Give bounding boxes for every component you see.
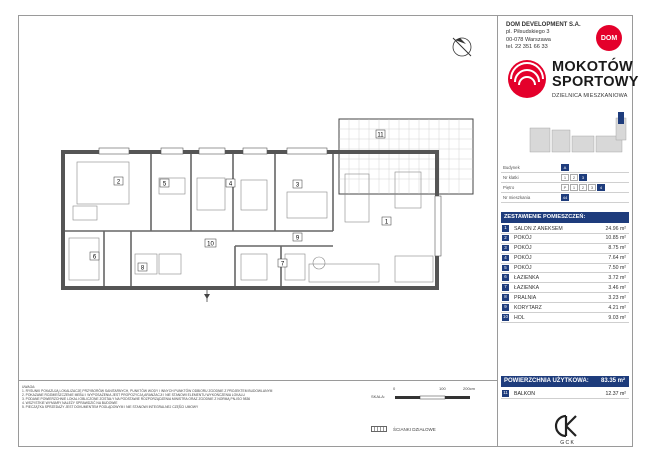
- room-number: 1: [502, 225, 509, 232]
- floor-cell: 2: [579, 184, 587, 191]
- stairwell-cell: 3: [579, 174, 587, 181]
- developer-phone: tel. 22 351 66 33: [506, 44, 548, 51]
- room-row: [501, 244, 629, 254]
- room-number: 5: [502, 265, 509, 272]
- room-number: 4: [502, 255, 509, 262]
- room-area: 24.96 m²: [605, 225, 626, 232]
- project-title-line2: SPORTOWY: [552, 74, 639, 90]
- note-line: 5. PIECZĄTKA SPRZEDAŻY JEST DOKUMENTEM POGLĄDOWYM I NIE STANOWI INTEGRALNEJ CZĘŚCI UMOWY: [22, 405, 199, 410]
- floor-cell: P: [561, 184, 569, 191]
- room-row: [501, 254, 629, 264]
- room-area: 7.64 m²: [608, 255, 626, 262]
- legend: [371, 426, 436, 432]
- gck-logo: [552, 412, 582, 446]
- room-name: PRALNIA: [514, 294, 537, 301]
- dom-development-logo: [594, 23, 624, 53]
- project-logo-icon: [506, 58, 550, 102]
- room-name: POKÓJ: [514, 245, 532, 252]
- developer-name: DOM DEVELOPMENT S.A.: [506, 22, 581, 28]
- room-name: HOL: [514, 314, 525, 321]
- room-name: POKÓJ: [514, 265, 532, 272]
- stairwell-label: Nr klatki: [503, 175, 519, 180]
- room-number: 7: [502, 284, 509, 291]
- stairwell-cell: 2: [570, 174, 578, 181]
- building-row: [501, 163, 629, 173]
- note-line: 2. POKAZANE ROZMIESZCZENIE MEBLI I WYPOSAŻENIA JEST PROPOZYCJĄ ARANŻACJI I NIE STANOWI ELEMENTU WYKOŃCZENIA LOKALU: [22, 393, 245, 398]
- plan-label-10: 10: [207, 241, 214, 248]
- rooms-header: ZESTAWIENIE POMIESZCZEŃ:: [501, 212, 629, 223]
- plan-label-7: 7: [280, 261, 285, 268]
- notes-block: [22, 385, 352, 410]
- north-arrow-icon: [453, 38, 471, 56]
- usable-area-label: POWIERZCHNIA UŻYTKOWA:: [504, 378, 589, 384]
- room-name: SALON Z ANEKSEM: [514, 225, 563, 232]
- room-name: POKÓJ: [514, 255, 532, 262]
- developer-street: pl. Piłsudskiego 3: [506, 29, 550, 36]
- apartment-cell: 44: [562, 195, 568, 200]
- scale-label: SKALA:: [371, 394, 386, 399]
- room-number: 2: [502, 235, 509, 242]
- plan-label-9: 9: [295, 235, 300, 242]
- room-row: [501, 293, 629, 303]
- plan-label-3: 3: [295, 182, 300, 189]
- partition-wall-swatch: [371, 426, 387, 432]
- scale-bar-graphic: [395, 390, 475, 410]
- furniture: [69, 162, 433, 282]
- divider-horizontal: [19, 380, 497, 381]
- balcony-area: [339, 119, 473, 194]
- floor-cell: 1: [570, 184, 578, 191]
- legend-label: ŚCIANKI DZIAŁOWE: [393, 426, 436, 432]
- interior-walls: [65, 154, 333, 286]
- plan-label-1: 1: [384, 219, 389, 226]
- dom-logo-text: DOM: [600, 35, 618, 42]
- site-key-plan: [528, 106, 634, 160]
- building-info-table: [501, 163, 629, 203]
- scale-tick-0: 0: [393, 386, 396, 391]
- room-number: 3: [502, 245, 509, 252]
- stairwell-cell: 1: [561, 174, 569, 181]
- room-name: KORYTARZ: [514, 304, 542, 311]
- balcony-name: BALKON: [514, 390, 536, 397]
- scale-tick-100: 100: [439, 386, 446, 391]
- balcony-number: 11: [503, 390, 508, 395]
- rooms-list: [501, 224, 629, 323]
- room-row: [501, 303, 629, 313]
- room-area: 3.72 m²: [608, 274, 626, 281]
- room-name: POKÓJ: [514, 235, 532, 242]
- floor-cell: 3: [588, 184, 596, 191]
- floor-plan-drawing: [19, 16, 497, 380]
- project-subtitle: DZIELNICA MIESZKANIOWA: [552, 93, 628, 99]
- floor-plan-sheet: [18, 15, 639, 447]
- plan-label-6: 6: [92, 254, 97, 261]
- room-row: [501, 234, 629, 244]
- floor-plan: [19, 16, 497, 380]
- room-area: 3.46 m²: [608, 284, 626, 291]
- building-label: Budynek: [503, 165, 520, 170]
- project-title: [552, 60, 639, 90]
- room-area: 4.21 m²: [608, 304, 626, 311]
- entry-door-icon: [204, 290, 210, 302]
- balcony-row: [501, 389, 629, 399]
- apartment-row: [501, 193, 629, 203]
- room-area: 10.85 m²: [605, 235, 626, 242]
- room-area: 8.75 m²: [608, 245, 626, 252]
- developer-city: 00-078 Warszawa: [506, 36, 551, 43]
- plan-label-4: 4: [228, 181, 233, 188]
- room-number: 10: [503, 314, 508, 320]
- apartment-label: Nr mieszkania: [503, 195, 531, 200]
- room-row: [501, 313, 629, 323]
- room-area: 9.03 m²: [608, 314, 626, 321]
- info-panel: [498, 16, 639, 448]
- room-row: [501, 224, 629, 234]
- balcony-area: 12.37 m²: [605, 390, 626, 397]
- room-name: ŁAZIENKA: [514, 274, 540, 281]
- room-area: 3.23 m²: [608, 294, 626, 301]
- scale-bar: [371, 384, 491, 414]
- plan-label-11: 11: [377, 132, 384, 139]
- floor-cell: 4: [597, 184, 605, 191]
- plan-label-5: 5: [162, 181, 167, 188]
- room-name: ŁAZIENKA: [514, 284, 540, 291]
- developer-info: [506, 22, 581, 52]
- plan-label-8: 8: [140, 265, 145, 272]
- building-cell: A: [561, 164, 569, 171]
- usable-area-bar: [501, 376, 629, 387]
- note-line: 4. WSZYSTKIE WYMIARY NALEŻY SPRAWDZIĆ NA BUDOWIE: [22, 401, 118, 406]
- notes-heading: UWAGA:: [22, 385, 36, 389]
- floor-label: Piętro: [503, 185, 515, 190]
- room-number: 8: [502, 294, 509, 301]
- note-line: 1. RYSUNKI POKAZUJĄ LOKALIZACJĘ PRZYBORÓW SANITARNYCH, PUNKTÓW WODY I INNYCH PUNKTÓW ODBIORU ZGODNIE Z PROJEKTEM BUDOWLANYM: [22, 389, 273, 394]
- scale-tick-200: 200cm: [463, 386, 476, 391]
- room-row: [501, 273, 629, 283]
- floor-row: [501, 183, 629, 193]
- room-row: [501, 283, 629, 293]
- project-title-line1: MOKOTÓW: [552, 59, 634, 75]
- gck-logo-text: G C K: [560, 440, 574, 446]
- stairwell-row: [501, 173, 629, 183]
- plan-label-2: 2: [116, 179, 121, 186]
- room-number: 9: [502, 304, 509, 311]
- room-row: [501, 264, 629, 274]
- usable-area-value: 83.35 m²: [600, 378, 625, 384]
- note-line: 3. PODANE POWIERZCHNIE LOKALI OBLICZONE ZOSTAŁY NA PODSTAWIE ROZPORZĄDZENIA MINISTRA ORAZ ZGODNIE Z NORMĄ PN-ISO 9836: [22, 397, 251, 402]
- room-area: 7.50 m²: [608, 265, 626, 272]
- room-number: 6: [502, 274, 509, 281]
